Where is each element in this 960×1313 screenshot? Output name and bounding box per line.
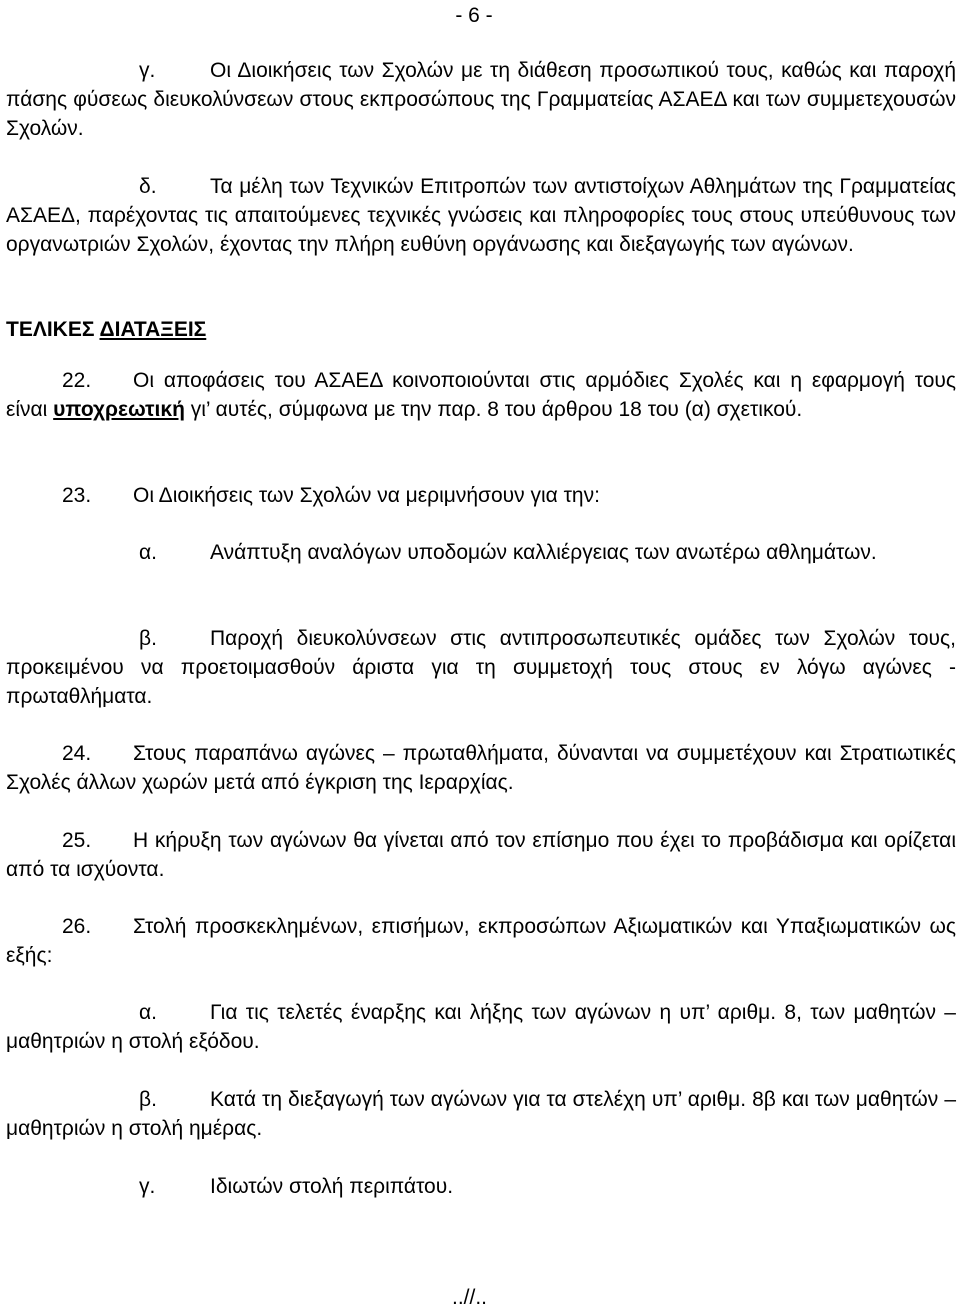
continuation-mark: ..//.. (452, 1286, 488, 1309)
section-heading (6, 315, 956, 344)
item-marker: γ. (139, 59, 156, 82)
paragraph-text: Παροχή διευκολύνσεων στις αντιπροσωπευτικές ομάδες των Σχολών τους, προκειμένου να προετοιμασθούν άριστα για τη συμμετοχή τους στους εν λόγω αγώνες - πρωταθλήματα. (6, 627, 956, 708)
paragraph-text-after: γι’ αυτές, σύμφωνα με την παρ. 8 του άρθρου 18 του (α) σχετικού. (184, 398, 803, 421)
item-marker: β. (139, 627, 157, 650)
heading-part-1: ΤΕΛΙΚΕΣ (6, 318, 100, 341)
item-marker: α. (139, 541, 157, 564)
paragraph-26a (6, 998, 956, 1056)
paragraph-d (6, 172, 956, 259)
item-marker: β. (139, 1088, 157, 1111)
paragraph-number: 24. (62, 742, 92, 765)
paragraph-26b (6, 1085, 956, 1143)
paragraph-text: Οι Διοικήσεις των Σχολών με τη διάθεση προσωπικού τους, καθώς και παροχή πάσης φύσεως διευκολύνσεων στους εκπροσώπους της Γραμματείας ΑΣΑΕΔ και των συμμετεχουσών Σχολών. (6, 59, 956, 140)
paragraph-24 (6, 739, 956, 797)
paragraph-g (6, 56, 956, 143)
document-page (6, 0, 956, 1313)
paragraph-26 (6, 912, 956, 970)
paragraph-text: Ανάπτυξη αναλόγων υποδομών καλλιέργειας των ανωτέρω αθλημάτων. (210, 541, 877, 564)
paragraph-text: Ιδιωτών στολή περιπάτου. (210, 1175, 454, 1198)
item-marker: α. (139, 1001, 157, 1024)
paragraph-number: 23. (62, 484, 92, 507)
paragraph-text: Κατά τη διεξαγωγή των αγώνων για τα στελέχη υπ’ αριθμ. 8β και των μαθητών – μαθητριών η στολή ημέρας. (6, 1088, 956, 1140)
paragraph-number: 26. (62, 915, 92, 938)
item-marker: γ. (139, 1175, 156, 1198)
paragraph-text: Στολή προσκεκλημένων, επισήμων, εκπροσώπων Αξιωματικών και Υπαξιωματικών ως εξής: (6, 915, 956, 967)
paragraph-22 (6, 366, 956, 424)
paragraph-23 (6, 481, 956, 510)
paragraph-text: Οι Διοικήσεις των Σχολών να μεριμνήσουν για την: (133, 484, 600, 507)
paragraph-23a (6, 538, 956, 567)
paragraph-25 (6, 826, 956, 884)
paragraph-number: 25. (62, 829, 92, 852)
paragraph-23b (6, 624, 956, 711)
paragraph-number: 22. (62, 369, 92, 392)
paragraph-text: Για τις τελετές έναρξης και λήξης των αγώνων η υπ’ αριθμ. 8, των μαθητών – μαθητριών η στολή εξόδου. (6, 1001, 956, 1053)
paragraph-text: Η κήρυξη των αγώνων θα γίνεται από τον επίσημο που έχει το προβάδισμα και ορίζεται από τα ισχύοντα. (6, 829, 956, 881)
paragraph-emphasis: υποχρεωτική (53, 398, 185, 421)
paragraph-text: Στους παραπάνω αγώνες – πρωταθλήματα, δύνανται να συμμετέχουν και Στρατιωτικές Σχολές άλλων χωρών μετά από έγκριση της Ιεραρχίας. (6, 742, 956, 794)
item-marker: δ. (139, 175, 157, 198)
paragraph-text: Τα μέλη των Τεχνικών Επιτροπών των αντιστοίχων Αθλημάτων της Γραμματείας ΑΣΑΕΔ, παρέχοντας τις απαιτούμενες τεχνικές γνώσεις και πληροφορίες τους στους υπεύθυνους των οργανωτριών Σχολών, έχοντας την πλήρη ευθύνη οργάνωσης και διεξαγωγής των αγώνων. (6, 175, 956, 256)
heading-part-2: ΔΙΑΤΑΞΕΙΣ (99, 318, 207, 341)
page-number: - 6 - (455, 4, 493, 27)
paragraph-text-before: Οι αποφάσεις του ΑΣΑΕΔ κοινοποιούνται στις αρμόδιες Σχολές και η εφαρμογή τους είναι (6, 369, 956, 421)
paragraph-26g (6, 1172, 956, 1201)
